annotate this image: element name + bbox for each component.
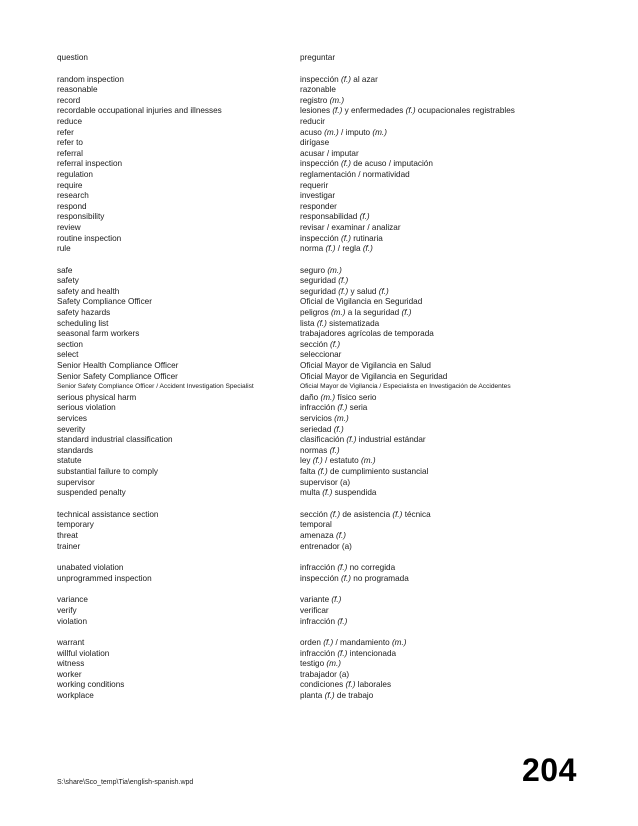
- spanish-term: seguridad (f.) y salud (f.): [300, 286, 389, 296]
- spanish-term: seguro (m.): [300, 265, 342, 275]
- english-term: respond: [57, 201, 87, 211]
- english-term: unabated violation: [57, 563, 124, 573]
- english-term: threat: [57, 530, 78, 540]
- spanish-term: dirígase: [300, 138, 330, 148]
- spanish-term: entrenador (a): [300, 541, 352, 551]
- spanish-term: inspección (f.) rutinaria: [300, 233, 383, 243]
- english-term: substantial failure to comply: [57, 466, 159, 476]
- spanish-term: condiciones (f.) laborales: [300, 680, 392, 690]
- english-term: reduce: [57, 116, 83, 126]
- english-term: serious violation: [57, 403, 116, 413]
- spanish-term: seriedad (f.): [300, 424, 344, 434]
- spanish-term: falta (f.) de cumplimiento sustancial: [300, 466, 429, 476]
- english-term: referral: [57, 148, 83, 158]
- term-group-es: [300, 53, 590, 64]
- english-term: trainer: [57, 541, 81, 551]
- spanish-term: acusar / imputar: [300, 148, 359, 158]
- spanish-term: reglamentación / normatividad: [300, 169, 410, 179]
- english-term: Senior Safety Compliance Officer / Accident Investigation Specialist: [57, 383, 254, 391]
- english-term: severity: [57, 424, 86, 434]
- spanish-term: registro (m.): [300, 95, 345, 105]
- spanish-term: testigo (m.): [300, 659, 341, 669]
- english-term: statute: [57, 456, 82, 466]
- english-term: Senior Health Compliance Officer: [57, 361, 179, 371]
- spanish-term: temporal: [300, 520, 332, 530]
- english-term: temporary: [57, 520, 94, 530]
- spanish-term: infracción (f.) intencionada: [300, 648, 397, 658]
- spanish-term: inspección (f.) al azar: [300, 74, 378, 84]
- spanish-term: lista (f.) sistematizada: [300, 318, 380, 328]
- english-term: rule: [57, 244, 71, 254]
- english-term: Safety Compliance Officer: [57, 297, 152, 307]
- term-group-es: [300, 266, 590, 499]
- spanish-term: responder: [300, 201, 337, 211]
- english-term: require: [57, 180, 83, 190]
- english-term: review: [57, 222, 81, 232]
- english-term: verify: [57, 605, 77, 615]
- english-term: safety: [57, 276, 79, 286]
- english-term: section: [57, 339, 83, 349]
- spanish-term: inspección (f.) no programada: [300, 573, 409, 583]
- spanish-term: amenaza (f.): [300, 530, 346, 540]
- term-group-en: [57, 53, 292, 64]
- english-term: question: [57, 53, 88, 62]
- english-term: reasonable: [57, 85, 98, 95]
- spanish-term: seguridad (f.): [300, 276, 349, 286]
- term-group-en: [57, 75, 292, 255]
- spanish-term: Oficial Mayor de Vigilancia / Especialista en Investigación de Accidentes: [300, 383, 511, 391]
- english-term: warrant: [57, 638, 85, 648]
- spanish-term: clasificación (f.) industrial estándar: [300, 435, 426, 445]
- spanish-term: daño (m.) físico serio: [300, 392, 377, 402]
- term-group-en: [57, 638, 292, 702]
- english-term: workplace: [57, 691, 94, 701]
- spanish-term: Oficial de Vigilancia en Seguridad: [300, 297, 423, 307]
- spanish-term: sección (f.) de asistencia (f.) técnica: [300, 509, 431, 519]
- english-term: suspended penalty: [57, 488, 126, 498]
- spanish-term: norma (f.) / regla (f.): [300, 244, 373, 254]
- spanish-term: ley (f.) / estatuto (m.): [300, 456, 376, 466]
- english-term: supervisor: [57, 477, 95, 487]
- page-number: 204: [522, 752, 577, 788]
- english-term: worker: [57, 669, 82, 679]
- term-group-es: [300, 510, 590, 552]
- term-group-en: [57, 595, 292, 627]
- spanish-term: investigar: [300, 191, 336, 201]
- english-term: services: [57, 414, 88, 423]
- spanish-term: requerir: [300, 180, 329, 190]
- term-group-es: [300, 563, 590, 584]
- term-group-es: [300, 638, 590, 702]
- term-group-en: [57, 563, 292, 584]
- term-group-es: [300, 595, 590, 627]
- spanish-term: razonable: [300, 85, 336, 95]
- english-column: [57, 53, 292, 713]
- term-group-es: [300, 75, 590, 255]
- english-term: serious physical harm: [57, 392, 137, 402]
- english-term: routine inspection: [57, 233, 122, 243]
- spanish-term: verificar: [300, 605, 329, 615]
- spanish-term: Oficial Mayor de Vigilancia en Seguridad: [300, 371, 448, 381]
- spanish-term: trabajadores agrícolas de temporada: [300, 329, 434, 339]
- spanish-term: responsabilidad (f.): [300, 212, 370, 222]
- english-term: variance: [57, 595, 88, 605]
- spanish-term: revisar / examinar / analizar: [300, 222, 401, 232]
- english-term: seasonal farm workers: [57, 329, 140, 339]
- english-term: regulation: [57, 169, 93, 179]
- english-term: responsibility: [57, 212, 105, 222]
- spanish-term: reducir: [300, 116, 326, 126]
- english-term: record: [57, 95, 81, 105]
- english-term: safety and health: [57, 286, 120, 296]
- spanish-term: multa (f.) suspendida: [300, 488, 377, 498]
- term-group-en: [57, 510, 292, 552]
- english-term: refer: [57, 127, 74, 137]
- spanish-term: infracción (f.): [300, 616, 348, 626]
- english-term: recordable occupational injuries and illnesses: [57, 106, 222, 116]
- english-term: safety hazards: [57, 308, 111, 318]
- spanish-term: variante (f.): [300, 595, 342, 605]
- spanish-term: infracción (f.) seria: [300, 403, 368, 413]
- spanish-term: planta (f.) de trabajo: [300, 691, 374, 701]
- spanish-term: supervisor (a): [300, 477, 351, 487]
- english-term: working conditions: [57, 680, 125, 690]
- english-term: willful violation: [57, 648, 110, 658]
- english-term: refer to: [57, 138, 83, 148]
- spanish-term: orden (f.) / mandamiento (m.): [300, 638, 407, 648]
- english-term: Senior Safety Compliance Officer: [57, 371, 178, 381]
- english-term: standards: [57, 445, 93, 455]
- english-term: research: [57, 191, 89, 201]
- english-term: witness: [57, 659, 85, 669]
- english-term: standard industrial classification: [57, 435, 173, 445]
- english-term: random inspection: [57, 74, 124, 84]
- english-term: referral inspection: [57, 159, 123, 169]
- spanish-term: seleccionar: [300, 350, 342, 360]
- spanish-column: [300, 53, 590, 713]
- spanish-term: peligros (m.) a la seguridad (f.): [300, 308, 412, 318]
- english-term: technical assistance section: [57, 509, 159, 519]
- english-term: unprogrammed inspection: [57, 573, 152, 583]
- spanish-term: servicios (m.): [300, 414, 349, 423]
- spanish-term: normas (f.): [300, 445, 340, 455]
- english-term: violation: [57, 616, 88, 626]
- spanish-term: inspección (f.) de acuso / imputación: [300, 159, 433, 169]
- spanish-term: trabajador (a): [300, 669, 350, 679]
- spanish-term: lesiones (f.) y enfermedades (f.) ocupacionales registrables: [300, 106, 515, 116]
- english-term: scheduling list: [57, 318, 109, 328]
- english-term: select: [57, 350, 79, 360]
- spanish-term: Oficial Mayor de Vigilancia en Salud: [300, 361, 431, 371]
- term-group-en: [57, 266, 292, 499]
- spanish-term: infracción (f.) no corregida: [300, 563, 396, 573]
- english-term: safe: [57, 265, 73, 275]
- file-path: S:\share\Sco_temp\Tia\english-spanish.wpd: [57, 779, 194, 786]
- spanish-term: preguntar: [300, 53, 336, 62]
- spanish-term: acuso (m.) / imputo (m.): [300, 127, 387, 137]
- spanish-term: sección (f.): [300, 339, 341, 349]
